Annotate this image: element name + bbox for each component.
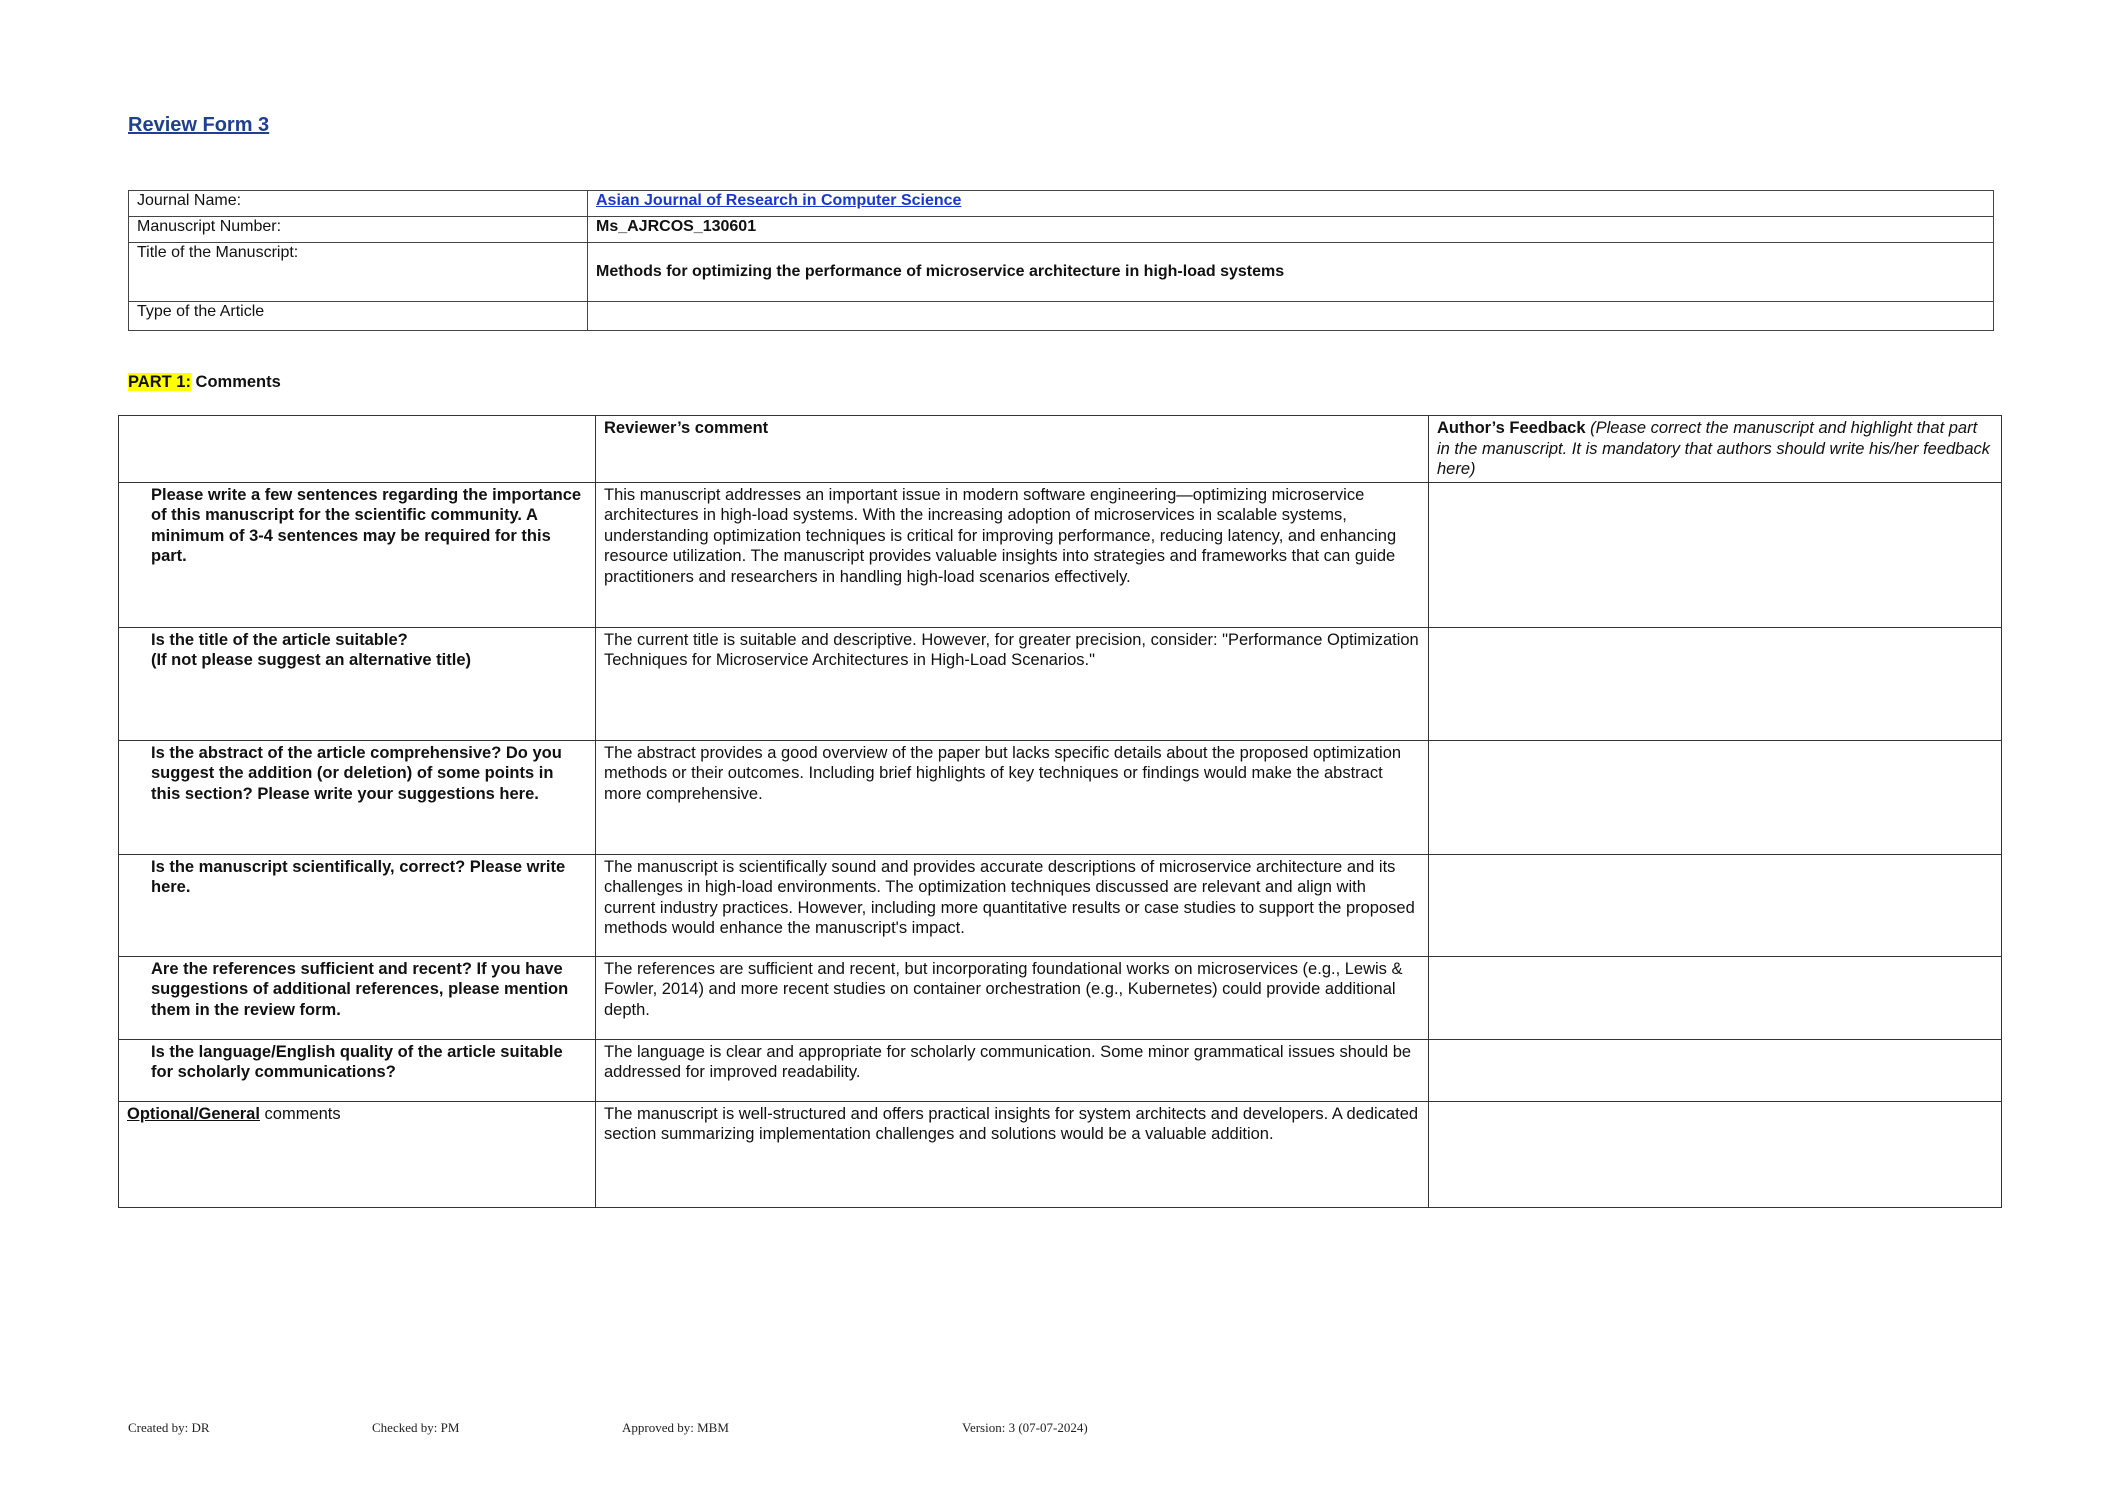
author-feedback-title: Author’s Feedback bbox=[1437, 419, 1586, 437]
reviewer-comment-language: The language is clear and appropriate for scholarly communication. Some minor grammatical issues should be addressed for improved readability. bbox=[596, 1039, 1429, 1101]
header-empty-cell bbox=[119, 416, 596, 483]
manuscript-title-label: Title of the Manuscript: bbox=[129, 243, 588, 302]
table-row bbox=[119, 740, 2002, 854]
reviewer-comment-header: Reviewer’s comment bbox=[596, 416, 1429, 483]
reviewer-comment-title: The current title is suitable and descriptive. However, for greater precision, consider: "Performance Optimization Techniques for Microservice Architectures in High-Load Scenarios." bbox=[596, 627, 1429, 740]
journal-name-value bbox=[588, 191, 1994, 217]
question-references: Are the references sufficient and recent? If you have suggestions of additional references, please mention them in the review form. bbox=[119, 956, 596, 1039]
author-feedback-scientific[interactable] bbox=[1429, 854, 2002, 956]
manuscript-title-value: Methods for optimizing the performance of microservice architecture in high-load systems bbox=[588, 243, 1994, 302]
part-number-highlight: PART 1: bbox=[128, 373, 191, 391]
manuscript-number-label: Manuscript Number: bbox=[129, 217, 588, 243]
footer-approved-by: Approved by: MBM bbox=[622, 1420, 729, 1435]
comments-header-row bbox=[119, 416, 2002, 483]
optional-comments-label bbox=[119, 1101, 596, 1207]
manuscript-info-table bbox=[128, 190, 1994, 331]
question-abstract: Is the abstract of the article comprehensive? Do you suggest the addition (or deletion) of some points in this section? Please write your suggestions here. bbox=[119, 740, 596, 854]
info-row-article-type bbox=[129, 302, 1994, 331]
question-language: Is the language/English quality of the article suitable for scholarly communications? bbox=[119, 1039, 596, 1101]
journal-name-label: Journal Name: bbox=[129, 191, 588, 217]
info-row-journal bbox=[129, 191, 1994, 217]
question-scientific: Is the manuscript scientifically, correct? Please write here. bbox=[119, 854, 596, 956]
question-importance: Please write a few sentences regarding the importance of this manuscript for the scientific community. A minimum of 3-4 sentences may be required for this part. bbox=[119, 482, 596, 627]
optional-comments-suffix: comments bbox=[259, 1104, 341, 1123]
author-feedback-importance[interactable] bbox=[1429, 482, 2002, 627]
part-heading bbox=[128, 373, 281, 392]
footer-checked-by: Checked by: PM bbox=[372, 1420, 460, 1435]
reviewer-comment-importance: This manuscript addresses an important issue in modern software engineering—optimizing microservice architectures in high-load systems. With the increasing adoption of microservices in scalable systems, understanding optimization techniques is critical for improving performance, reducing latency, and enhancing resource utilization. The manuscript provides valuable insights into strategies and frameworks that can guide practitioners and researchers in handling high-load scenarios effectively. bbox=[596, 482, 1429, 627]
footer-created-by: Created by: DR bbox=[128, 1420, 210, 1435]
table-row bbox=[119, 627, 2002, 740]
form-title: Review Form 3 bbox=[128, 114, 270, 136]
footer-version: Version: 3 (07-07-2024) bbox=[962, 1420, 1088, 1435]
author-feedback-abstract[interactable] bbox=[1429, 740, 2002, 854]
table-row bbox=[119, 1039, 2002, 1101]
author-feedback-title-row[interactable] bbox=[1429, 627, 2002, 740]
article-type-value[interactable] bbox=[588, 302, 1994, 331]
reviewer-comment-abstract: The abstract provides a good overview of the paper but lacks specific details about the proposed optimization methods or their outcomes. Including brief highlights of key techniques or findings would make the abstract more comprehensive. bbox=[596, 740, 1429, 854]
optional-general-label: Optional/General bbox=[127, 1104, 260, 1123]
reviewer-comment-references: The references are sufficient and recent, but incorporating foundational works on microservices (e.g., Lewis & Fowler, 2014) and more recent studies on container orchestration (e.g., Kubernetes) could provide additional depth. bbox=[596, 956, 1429, 1039]
table-row-optional bbox=[119, 1101, 2002, 1207]
comments-table bbox=[118, 415, 2002, 1208]
author-feedback-optional[interactable] bbox=[1429, 1101, 2002, 1207]
reviewer-comment-scientific: The manuscript is scientifically sound and provides accurate descriptions of microservice architecture and its challenges in high-load environments. The optimization techniques discussed are relevant and align with current industry practices. However, including more quantitative results or case studies to support the proposed methods would enhance the manuscript's impact. bbox=[596, 854, 1429, 956]
reviewer-comment-optional: The manuscript is well-structured and offers practical insights for system architects and developers. A dedicated section summarizing implementation challenges and solutions would be a valuable addition. bbox=[596, 1101, 1429, 1207]
part-title: Comments bbox=[190, 373, 281, 391]
info-row-manuscript-number bbox=[129, 217, 1994, 243]
author-feedback-references[interactable] bbox=[1429, 956, 2002, 1039]
table-row bbox=[119, 482, 2002, 627]
info-row-title bbox=[129, 243, 1994, 302]
author-feedback-language[interactable] bbox=[1429, 1039, 2002, 1101]
article-type-label: Type of the Article bbox=[129, 302, 588, 331]
table-row bbox=[119, 854, 2002, 956]
author-feedback-header bbox=[1429, 416, 2002, 483]
journal-name-link[interactable]: Asian Journal of Research in Computer Science bbox=[596, 192, 962, 209]
author-feedback-instructions: (Please correct the manuscript and highlight that part in the manuscript. It is mandatory that authors should write his/her feedback here) bbox=[1437, 419, 1991, 478]
question-title: Is the title of the article suitable? (If not please suggest an alternative title) bbox=[119, 627, 596, 740]
table-row bbox=[119, 956, 2002, 1039]
manuscript-number-value: Ms_AJRCOS_130601 bbox=[588, 217, 1994, 243]
